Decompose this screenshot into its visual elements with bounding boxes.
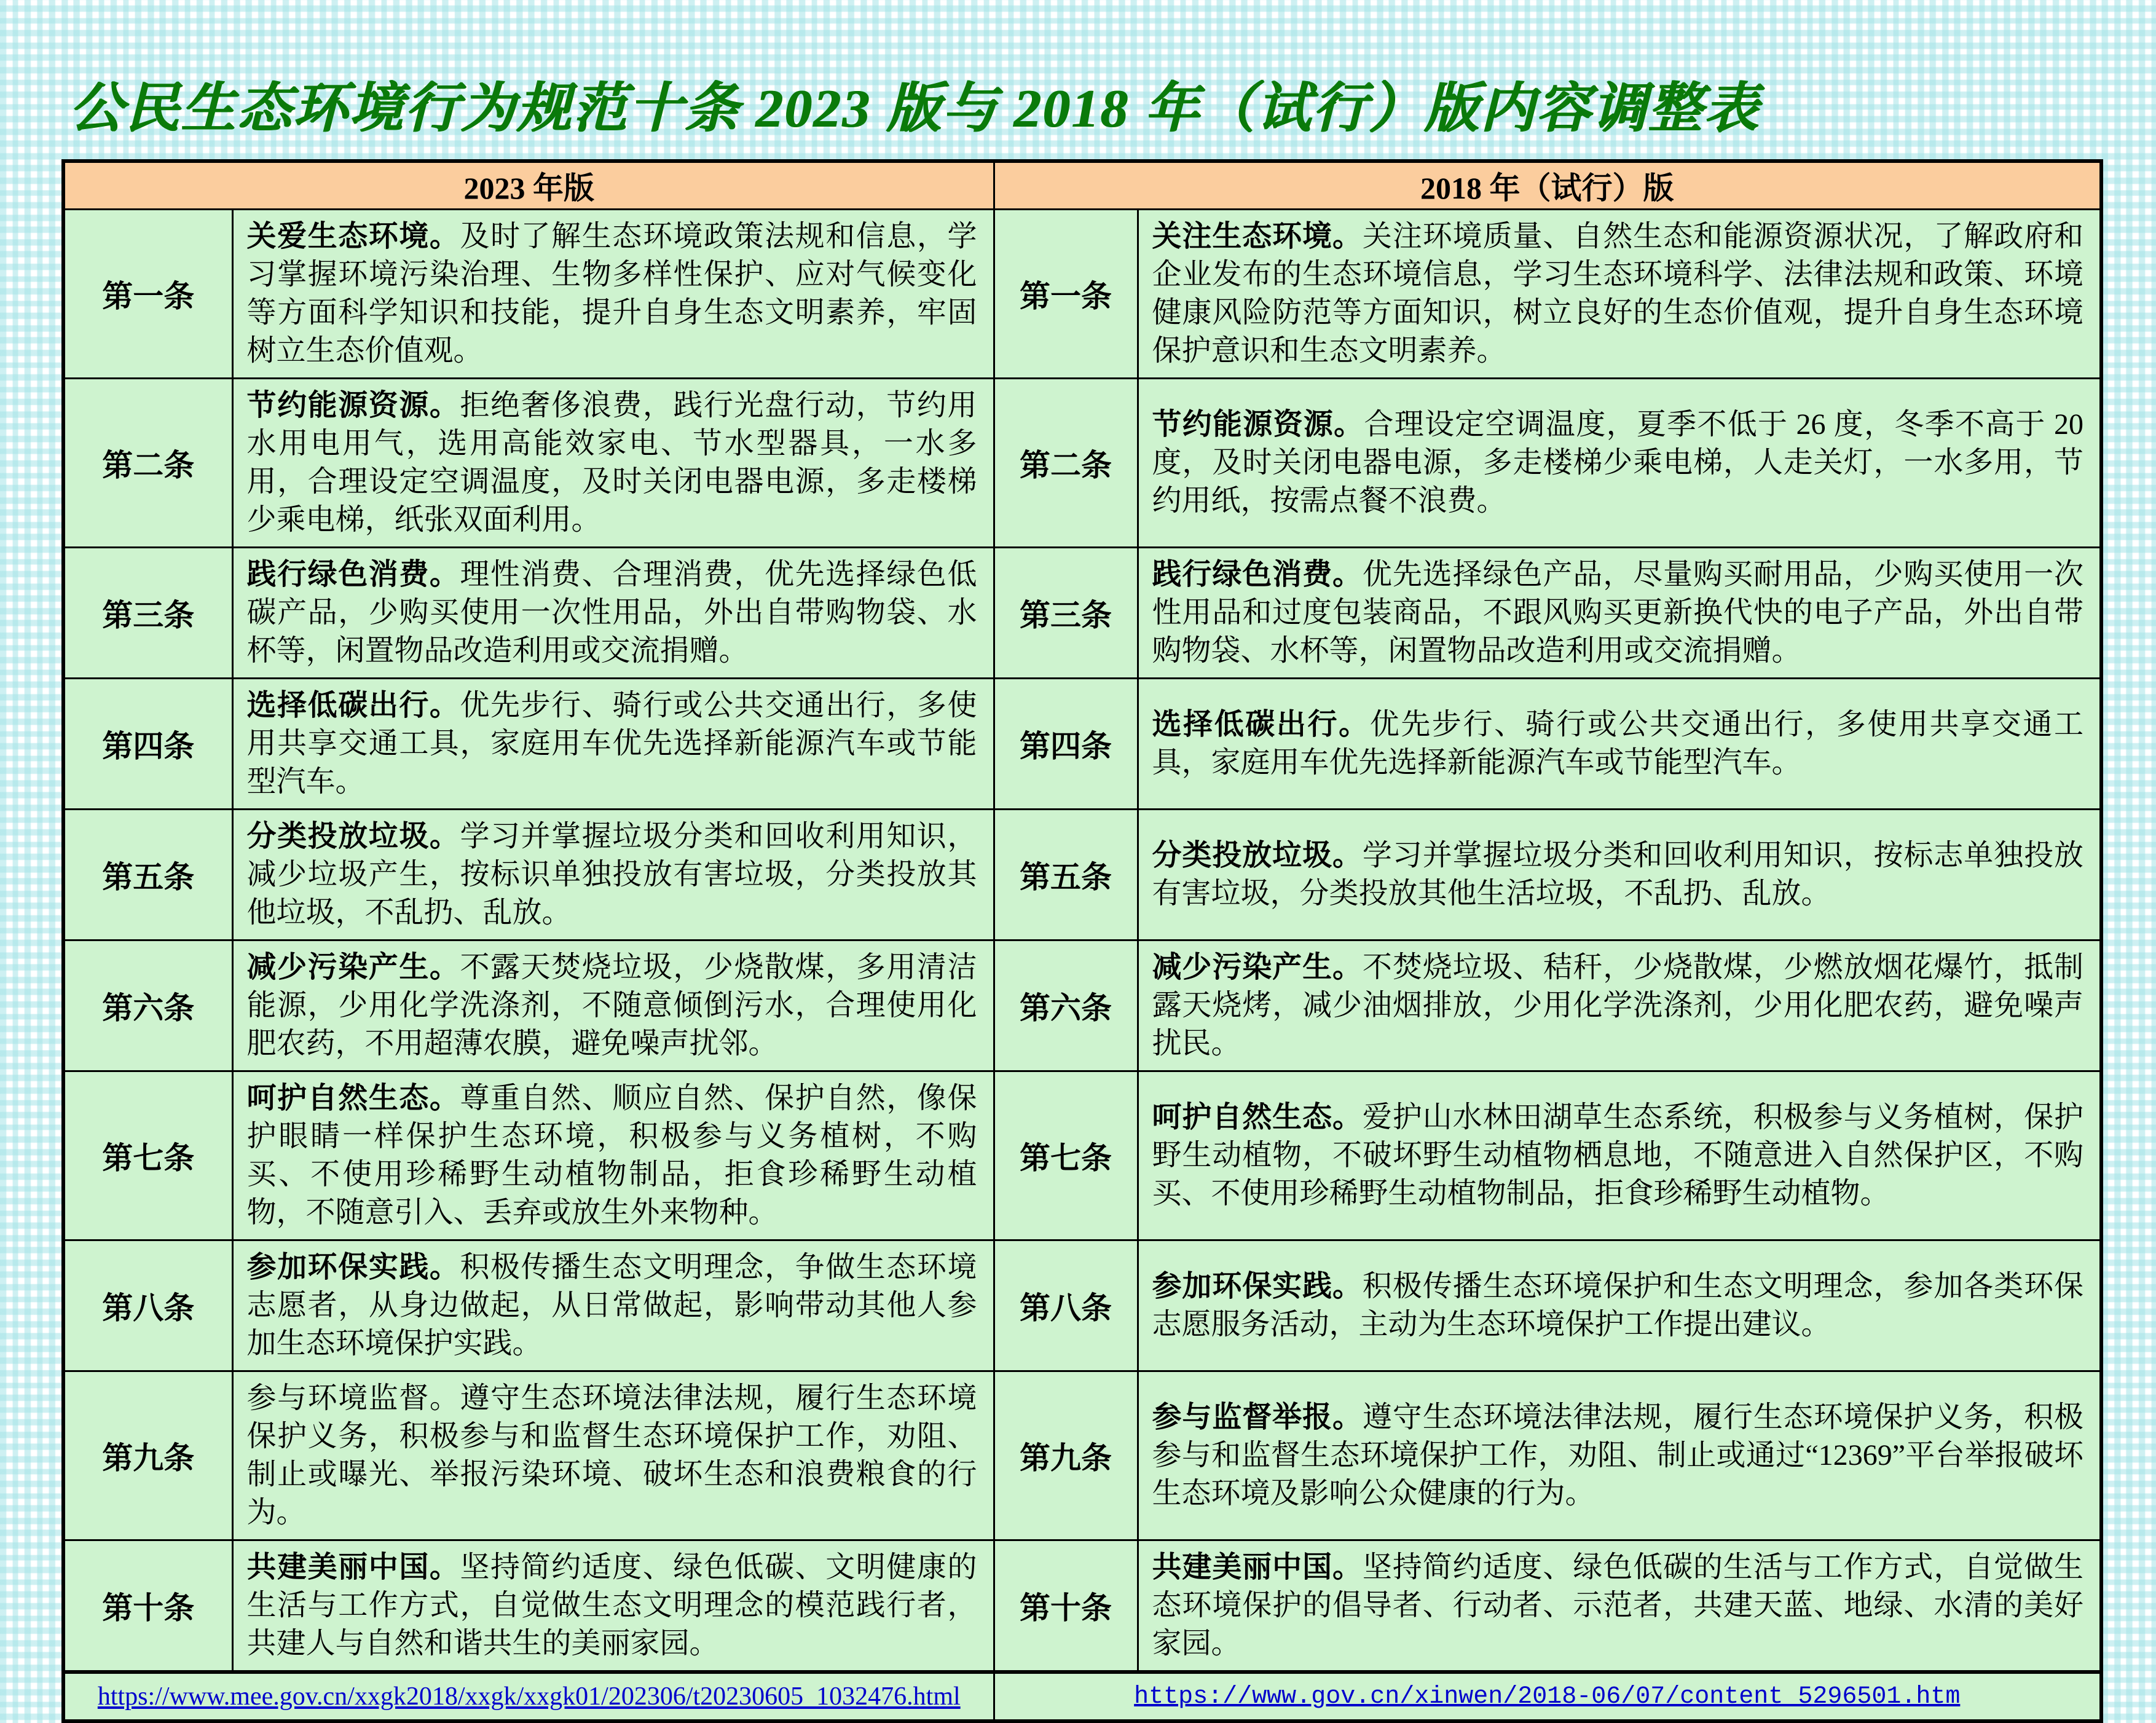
column-header-2018: 2018 年（试行）版 (994, 161, 2101, 210)
article-lead: 节约能源资源。 (1152, 408, 1364, 441)
article-body: 拒绝奢侈浪费，践行光盘行动，节约用水用电用气，选用高能效家电、节水型器具，一水多用，合理设定空调温度，及时关闭电器电源，多走楼梯少乘电梯，纸张双面利用。 (246, 389, 977, 536)
table-row-1 (63, 210, 2101, 379)
column-header-2023: 2023 年版 (63, 161, 994, 210)
article-lead: 参加环保实践。 (1152, 1270, 1363, 1303)
article-content-cell (232, 210, 994, 379)
article-number-cell: 第二条 (994, 379, 1138, 548)
article-body: 理性消费、合理消费，优先选择绿色低碳产品，少购买使用一次性用品，外出自带购物袋、水杯等，闲置物品改造利用或交流捐赠。 (246, 558, 977, 667)
article-number-cell: 第九条 (63, 1371, 232, 1540)
article-body: 优先步行、骑行或公共交通出行，多使用共享交通工具，家庭用车优先选择新能源汽车或节能型汽车。 (1152, 708, 2083, 779)
article-body: 不焚烧垃圾、秸秆，少烧散煤，少燃放烟花爆竹，抵制露天烧烤，减少油烟排放，少用化学洗涤剂，少用化肥农药，避免噪声扰民。 (1152, 951, 2083, 1060)
article-lead: 呵护自然生态。 (1152, 1101, 1363, 1134)
article-lead: 关注生态环境。 (1152, 220, 1363, 253)
article-lead: 节约能源资源。 (246, 389, 460, 422)
article-content-cell (232, 548, 994, 679)
article-body: 参与环境监督。遵守生态环境法律法规，履行生态环境保护义务，积极参与和监督生态环境保护工作，劝阻、制止或曝光、举报污染环境、破坏生态和浪费粮食的行为。 (246, 1382, 977, 1529)
article-content-cell (232, 379, 994, 548)
article-lead: 关爱生态环境。 (246, 220, 460, 253)
article-number-cell: 第三条 (994, 548, 1138, 679)
article-lead: 减少污染产生。 (246, 951, 460, 984)
article-lead: 践行绿色消费。 (246, 558, 460, 591)
article-body: 优先步行、骑行或公共交通出行，多使用共享交通工具，家庭用车优先选择新能源汽车或节能型汽车。 (246, 689, 977, 798)
table-row-8 (63, 1240, 2101, 1371)
article-content-cell (232, 1371, 994, 1540)
link-cell-2018 (994, 1672, 2101, 1721)
article-content-cell (232, 810, 994, 940)
article-lead: 分类投放垃圾。 (246, 820, 460, 853)
article-body: 合理设定空调温度，夏季不低于 26 度，冬季不高于 20 度，及时关闭电器电源，多走楼梯少乘电梯，人走关灯，一水多用，节约用纸，按需点餐不浪费。 (1152, 408, 2083, 517)
article-content-cell (232, 1540, 994, 1673)
article-number-cell: 第一条 (63, 210, 232, 379)
article-number-cell: 第七条 (994, 1071, 1138, 1240)
article-body: 关注环境质量、自然生态和能源资源状况，了解政府和企业发布的生态环境信息，学习生态环境科学、法律法规和政策、环境健康风险防范等方面知识，树立良好的生态价值观，提升自身生态环境保护意识和生态文明素养。 (1152, 220, 2083, 367)
article-lead: 选择低碳出行。 (1152, 708, 1370, 741)
links-row (63, 1672, 2101, 1721)
table-row-7 (63, 1071, 2101, 1240)
article-lead: 减少污染产生。 (1152, 951, 1363, 984)
article-number-cell: 第六条 (63, 940, 232, 1071)
article-content-cell (1138, 810, 2101, 940)
table-row-3 (63, 548, 2101, 679)
article-body: 学习并掌握垃圾分类和回收利用知识，减少垃圾产生，按标识单独投放有害垃圾，分类投放其他垃圾，不乱扔、乱放。 (246, 820, 977, 929)
article-content-cell (1138, 940, 2101, 1071)
article-body: 积极传播生态文明理念，争做生态环境志愿者，从身边做起，从日常做起，影响带动其他人参加生态环境保护实践。 (246, 1251, 977, 1360)
article-body: 遵守生态环境法律法规，履行生态环境保护义务，积极参与和监督生态环境保护工作，劝阻、制止或通过“12369”平台举报破坏生态环境及影响公众健康的行为。 (1152, 1401, 2083, 1510)
article-body: 尊重自然、顺应自然、保护自然，像保护眼睛一样保护生态环境，积极参与义务植树，不购买、不使用珍稀野生动植物制品，拒食珍稀野生动植物，不随意引入、丢弃或放生外来物种。 (246, 1082, 977, 1229)
article-body: 坚持简约适度、绿色低碳、文明健康的生活与工作方式，自觉做生态文明理念的模范践行者，共建人与自然和谐共生的美丽家园。 (246, 1551, 977, 1660)
header-row (63, 161, 2101, 210)
table-row-10 (63, 1540, 2101, 1673)
article-lead: 参加环保实践。 (246, 1251, 460, 1283)
article-number-cell: 第八条 (63, 1240, 232, 1371)
article-lead: 参与监督举报。 (1152, 1401, 1363, 1433)
link-cell-2023 (63, 1672, 994, 1721)
article-content-cell (1138, 1071, 2101, 1240)
article-number-cell: 第五条 (994, 810, 1138, 940)
article-content-cell (232, 940, 994, 1071)
article-lead: 呵护自然生态。 (246, 1082, 460, 1114)
article-content-cell (1138, 1540, 2101, 1673)
article-body: 不露天焚烧垃圾，少烧散煤，多用清洁能源，少用化学洗涤剂，不随意倾倒污水，合理使用化肥农药，不用超薄农膜，避免噪声扰邻。 (246, 951, 977, 1060)
comparison-table (61, 159, 2103, 1723)
article-content-cell (1138, 1371, 2101, 1540)
article-content-cell (232, 679, 994, 810)
article-number-cell: 第一条 (994, 210, 1138, 379)
article-number-cell: 第十条 (63, 1540, 232, 1673)
article-lead: 践行绿色消费。 (1152, 558, 1363, 591)
article-content-cell (1138, 548, 2101, 679)
table-row-2 (63, 379, 2101, 548)
article-number-cell: 第七条 (63, 1071, 232, 1240)
article-body: 学习并掌握垃圾分类和回收利用知识，按标志单独投放有害垃圾，分类投放其他生活垃圾，不乱扔、乱放。 (1152, 839, 2083, 910)
article-number-cell: 第三条 (63, 548, 232, 679)
article-content-cell (1138, 679, 2101, 810)
article-content-cell (1138, 1240, 2101, 1371)
table-row-5 (63, 810, 2101, 940)
article-body: 积极传播生态环境保护和生态文明理念，参加各类环保志愿服务活动，主动为生态环境保护工作提出建议。 (1152, 1270, 2083, 1341)
article-body: 坚持简约适度、绿色低碳的生活与工作方式，自觉做生态环境保护的倡导者、行动者、示范者，共建天蓝、地绿、水清的美好家园。 (1152, 1551, 2083, 1660)
article-content-cell (232, 1240, 994, 1371)
article-content-cell (1138, 210, 2101, 379)
article-body: 爱护山水林田湖草生态系统，积极参与义务植树，保护野生动植物，不破坏野生动植物栖息地，不随意进入自然保护区，不购买、不使用珍稀野生动植物制品，拒食珍稀野生动植物。 (1152, 1101, 2083, 1210)
table-row-6 (63, 940, 2101, 1071)
article-number-cell: 第五条 (63, 810, 232, 940)
article-lead: 共建美丽中国。 (246, 1551, 460, 1583)
article-lead: 分类投放垃圾。 (1152, 839, 1363, 872)
article-content-cell (1138, 379, 2101, 548)
article-body: 及时了解生态环境政策法规和信息，学习掌握环境污染治理、生物多样性保护、应对气候变化等方面科学知识和技能，提升自身生态文明素养，牢固树立生态价值观。 (246, 220, 977, 367)
article-lead: 共建美丽中国。 (1152, 1551, 1363, 1583)
article-number-cell: 第六条 (994, 940, 1138, 1071)
article-number-cell: 第九条 (994, 1371, 1138, 1540)
article-number-cell: 第二条 (63, 379, 232, 548)
source-link-2023[interactable]: https://www.mee.gov.cn/xxgk2018/xxgk/xxgk01/202306/t20230605_1032476.html (97, 1682, 961, 1711)
article-number-cell: 第八条 (994, 1240, 1138, 1371)
article-body: 优先选择绿色产品，尽量购买耐用品，少购买使用一次性用品和过度包装商品，不跟风购买更新换代快的电子产品，外出自带购物袋、水杯等，闲置物品改造利用或交流捐赠。 (1152, 558, 2083, 667)
source-link-2018[interactable]: https://www.gov.cn/xinwen/2018-06/07/content_5296501.htm (1134, 1682, 1961, 1711)
article-number-cell: 第十条 (994, 1540, 1138, 1673)
article-content-cell (232, 1071, 994, 1240)
article-lead: 选择低碳出行。 (246, 689, 460, 722)
table-row-4 (63, 679, 2101, 810)
table-row-9 (63, 1371, 2101, 1540)
article-number-cell: 第四条 (994, 679, 1138, 810)
page-title: 公民生态环境行为规范十条 2023 版与 2018 年（试行）版内容调整表 (69, 79, 1760, 139)
article-number-cell: 第四条 (63, 679, 232, 810)
